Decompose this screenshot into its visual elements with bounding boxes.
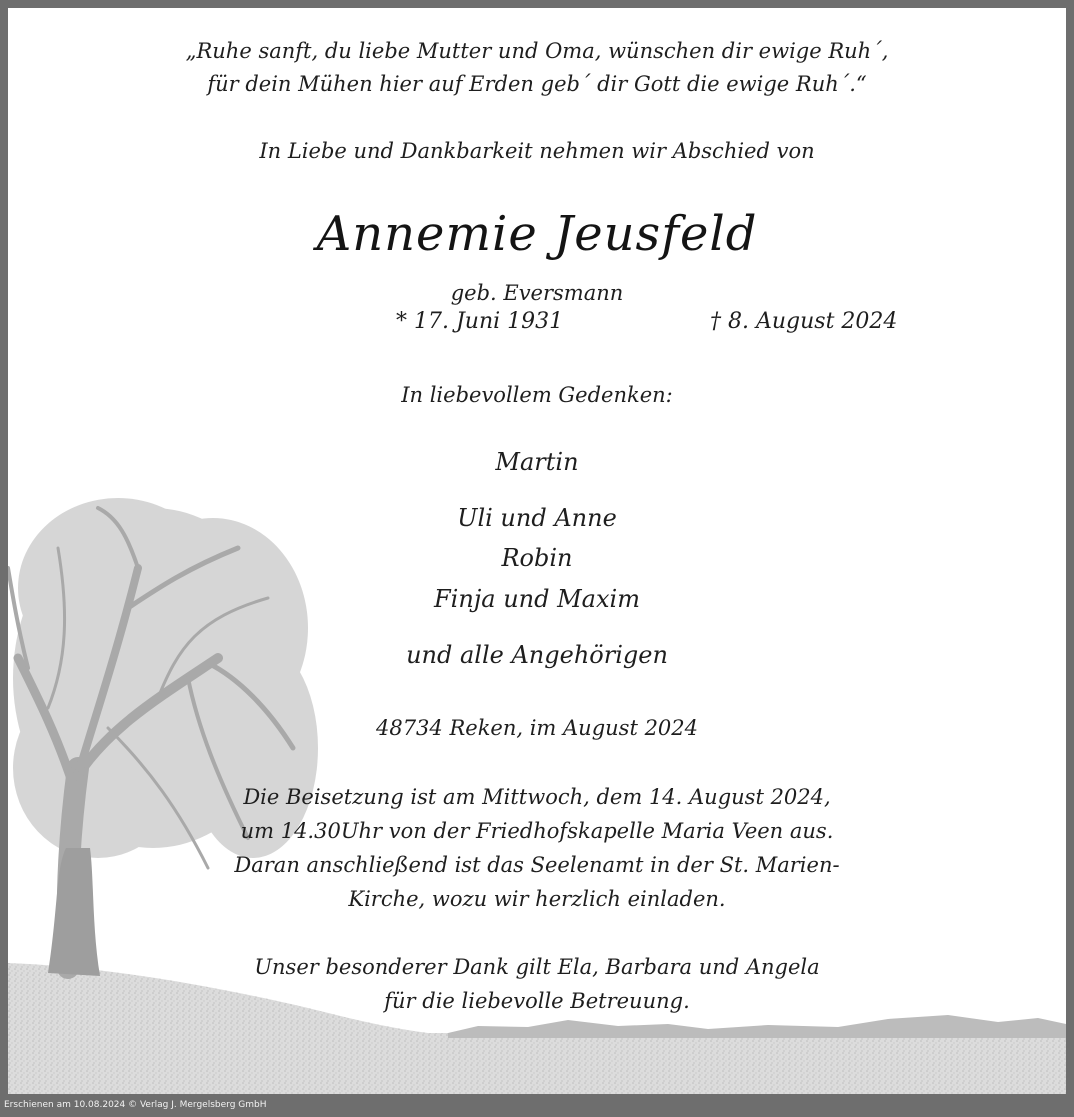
funeral-line-3: Daran anschließend ist das Seelenamt in der St. Marien-: [234, 853, 840, 877]
quote-line-1: „Ruhe sanft, du liebe Mutter und Oma, wünschen dir ewige Ruh´,: [185, 39, 889, 63]
quote-line-2: für dein Mühen hier auf Erden geb´ dir Gott die ewige Ruh´.“: [207, 72, 867, 96]
obituary-card: [8, 8, 1066, 1094]
funeral-line-4: Kirche, wozu wir herzlich einladen.: [348, 887, 726, 911]
maiden-name: geb. Eversmann: [450, 281, 624, 305]
mourner-5: und alle Angehörigen: [406, 641, 668, 669]
thanks-line-1: Unser besonderer Dank gilt Ela, Barbara und Angela: [254, 955, 820, 979]
birth-date: * 17. Juni 1931: [396, 309, 564, 334]
thanks-line-2: für die liebevolle Betreuung.: [384, 989, 690, 1013]
funeral-line-1: Die Beisetzung ist am Mittwoch, dem 14. August 2024,: [243, 785, 831, 809]
farewell-intro: In Liebe und Dankbarkeit nehmen wir Abschied von: [259, 139, 815, 163]
remembrance-heading: In liebevollem Gedenken:: [401, 383, 673, 407]
death-date: † 8. August 2024: [710, 309, 898, 334]
mourner-4: Finja und Maxim: [434, 585, 640, 613]
mourner-3: Robin: [501, 544, 573, 572]
place-date: 48734 Reken, im August 2024: [375, 716, 699, 740]
mourner-1: Martin: [495, 448, 579, 476]
mourner-2: Uli und Anne: [457, 504, 617, 532]
deceased-name: Annemie Jeusfeld: [316, 206, 758, 262]
funeral-line-2: um 14.30Uhr von der Friedhofskapelle Maria Veen aus.: [240, 819, 834, 843]
publication-footer: Erschienen am 10.08.2024 © Verlag J. Mergelsberg GmbH: [4, 1100, 267, 1110]
horizon-hills: [448, 1015, 1066, 1038]
